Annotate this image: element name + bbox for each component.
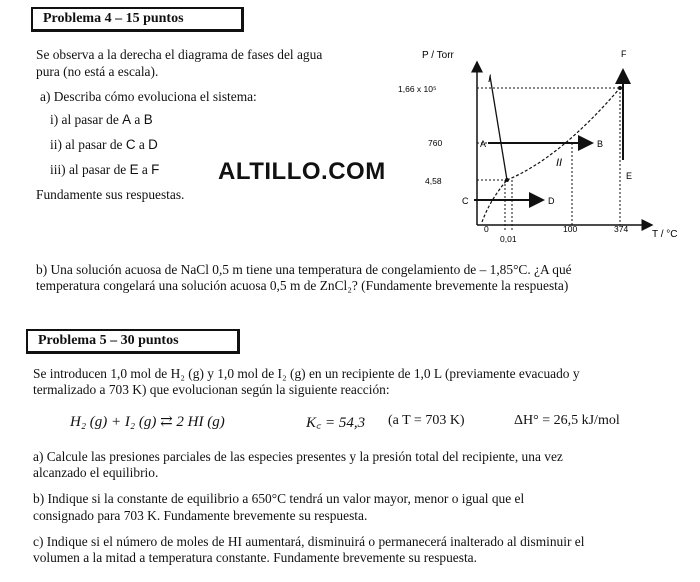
point-label-e: E [626, 171, 633, 181]
p4-item-i [50, 111, 153, 128]
p4-item-ii-mid: a [135, 137, 149, 152]
t-tick-label: 100 [563, 224, 578, 234]
p5-intro-line-1: Se introducen 1,0 mol de H₂ (g) y 1,0 mol de I₂ (g) en un recipiente de 1,0 L (previamente evacuado y [33, 366, 580, 381]
p4-item-i-mid: a [131, 112, 144, 127]
temperature-axis-label: T / °C [652, 229, 678, 240]
p4-item-ii-prefix: ii) al pasar de [50, 137, 126, 152]
p4-item-i-prefix: i) al pasar de [50, 112, 123, 127]
p5-question-a-line-1: a) Calcule las presiones parciales de las especies presentes y la presión total del recipiente, una vez [33, 449, 563, 464]
p5-question-c-line-2: volumen a la mitad a temperatura constante. Fundamente brevemente su respuesta. [33, 550, 477, 565]
p4-intro-line-1: Se observa a la derecha el diagrama de fases del agua [36, 47, 323, 62]
t-tick-label: 374 [614, 224, 629, 234]
p5-question-a-line-2: alcanzado el equilibrio. [33, 465, 159, 480]
pressure-axis-label: P / Torr [422, 50, 454, 61]
p-tick-label: 760 [428, 138, 443, 148]
region-label: I [488, 73, 492, 85]
p4-item-i-to: B [143, 112, 153, 127]
p4-item-iii-to: F [151, 162, 160, 177]
p4-item-ii-to: D [148, 137, 158, 152]
region-label: II [556, 157, 563, 169]
point-label-c: C [462, 196, 469, 206]
equilibrium-constant: K꜀ = 54,3 [306, 415, 366, 431]
p4-question-b-line-1: b) Una solución acuosa de NaCl 0,5 m tiene una temperatura de congelamiento de – 1,85°C. ¿A qué [36, 262, 572, 277]
point-label-b: B [597, 139, 604, 149]
p5-question-b-line-2: consignado para 703 K. Fundamente brevemente su respuesta. [33, 508, 368, 523]
p4-question-a: a) Describa cómo evoluciona el sistema: [40, 89, 257, 104]
p4-fundamente: Fundamente sus respuestas. [36, 187, 185, 202]
p4-item-i-from: A [122, 112, 132, 127]
p5-question-c-line-1: c) Indique si el número de moles de HI aumentará, disminuirá o permanecerá inalterado al disminuir el [33, 534, 585, 549]
p4-item-iii-mid: a [138, 162, 152, 177]
point-label-d: D [548, 196, 555, 206]
vaporization-curve [507, 88, 620, 180]
point-label-a: A [480, 139, 487, 149]
watermark: ALTILLO.COM [218, 158, 386, 185]
p4-item-ii-from: C [125, 137, 136, 152]
p4-item-iii-prefix: iii) al pasar de [50, 162, 130, 177]
problem-4-title: Problema 4 – 15 puntos [31, 7, 244, 32]
problem-5-title: Problema 5 – 30 puntos [26, 329, 240, 354]
p4-item-iii-from: E [129, 162, 139, 177]
p4-intro-line-2: pura (no está a escala). [36, 64, 159, 79]
p4-item-ii [50, 136, 158, 153]
phase-diagram [390, 40, 695, 250]
point-label-f: F [621, 49, 627, 59]
enthalpy-change: ΔH° = 26,5 kJ/mol [514, 413, 620, 428]
p-tick-label: 4,58 [425, 176, 442, 186]
t-tick-label: 0 [484, 224, 489, 234]
reaction-equation: H₂ (g) + I₂ (g) ⇄ 2 HI (g) [70, 414, 225, 430]
triple-point [505, 178, 509, 182]
p4-item-iii [50, 161, 159, 178]
solid-liquid-curve [490, 76, 507, 180]
p5-intro-line-2: termalizado a 703 K) que evolucionan según la siguiente reacción: [33, 382, 390, 397]
p-tick-label: 1,66 x 10⁵ [398, 84, 437, 94]
critical-point [618, 86, 622, 90]
p5-question-b-line-1: b) Indique si la constante de equilibrio a 650°C tendrá un valor mayor, menor o igual que el [33, 491, 525, 506]
equilibrium-condition: (a T = 703 K) [388, 413, 465, 428]
p4-question-b-line-2: temperatura congelará una solución acuosa 0,5 m de ZnCl₂? (Fundamente brevemente la respuesta) [36, 278, 569, 293]
t-tick-label: 0,01 [500, 234, 517, 244]
